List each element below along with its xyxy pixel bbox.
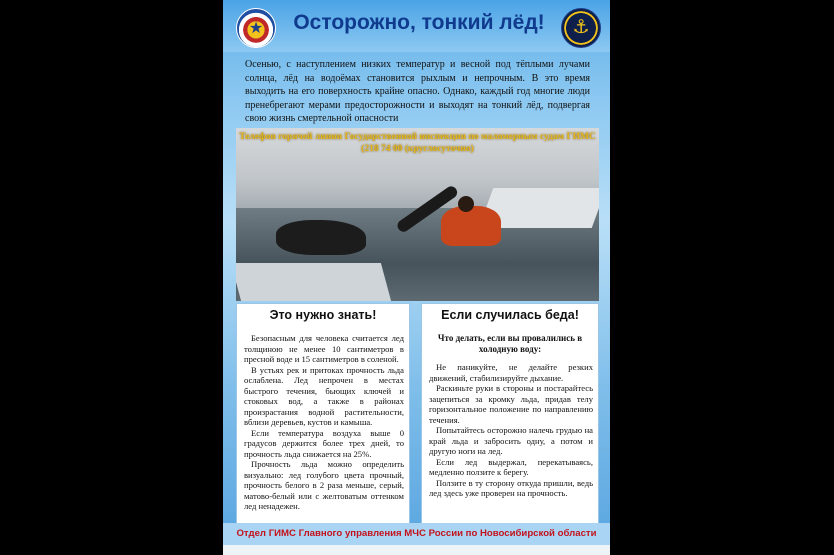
- intro-paragraph: Осенью, с наступлением низких температур и весной под тёплыми лучами солнца, лёд на водоёмах становится рыхлым и непрочным. В это время выходить на его поверхность крайне опасно. Однако, каждый год многие люди пренебрегают мерами предосторожности и выходят на тонкий лёд, подвергая свою жизнь смертельной опасности: [245, 59, 590, 124]
- hotline-caption: Телефон горячей линии Государственной инспекции по маломерным судам ГИМС (218 74 00 (круглосуточно): [239, 132, 596, 154]
- rescue-photo: [236, 128, 599, 301]
- emergency-subtitle: Что делать, если вы провалились в холодную воду:: [437, 333, 583, 354]
- need-to-know-title: Это нужно знать!: [269, 308, 377, 322]
- emblem-star-icon: ★: [248, 18, 264, 37]
- emergency-panel: [421, 303, 599, 525]
- paragraph: Раскиньте руки в стороны и постарайтесь зацепиться за кромку льда, придав телу горизонтальное положение по направлению течения.: [429, 383, 593, 425]
- paragraph: Если лед выдержал, перекатываясь, медленно ползите к берегу.: [429, 456, 593, 477]
- bottom-strip: [223, 545, 610, 555]
- photo-person-head: [458, 196, 474, 212]
- photo-person-in-water: [441, 206, 501, 246]
- paragraph: Попытайтесь осторожно налечь грудью на край льда и забросить одну, а потом и другую ноги на лед.: [429, 425, 593, 456]
- gims-anchor-emblem-icon: [561, 8, 601, 48]
- need-to-know-panel: [236, 303, 410, 525]
- photo-ice-floe: [236, 263, 391, 301]
- paragraph: В устьях рек и притоках прочность льда ослаблена. Лед непрочен в местах быстрого течения, бьющих ключей и стоковых вод, а также в районах произрастания водной растительности, вблизи деревьев, кустов и камыша.: [244, 364, 404, 427]
- poster-footer: [223, 523, 610, 545]
- paragraph: Безопасным для человека считается лед толщиною не менее 10 сантиметров в пресной воде и 15 сантиметров в соленой.: [244, 333, 404, 364]
- need-to-know-body: [244, 333, 404, 512]
- emchs-emblem-icon: [236, 8, 276, 48]
- photo-dark-object: [276, 220, 366, 255]
- paragraph: Если температура воздуха выше 0 градусов держится более трех дней, то прочность льда снижается на 25%.: [244, 427, 404, 459]
- safety-poster: [223, 0, 610, 555]
- footer-text: Отдел ГИМС Главного управления МЧС России по Новосибирской области: [236, 528, 597, 539]
- paragraph: Не паникуйте, не делайте резких движений, стабилизируйте дыхание.: [429, 362, 593, 383]
- poster-title: Осторожно, тонкий лёд!: [293, 11, 545, 34]
- emergency-body: [429, 362, 593, 499]
- emergency-title: Если случилась беда!: [441, 308, 579, 322]
- anchor-icon: ⚓: [572, 16, 590, 38]
- paragraph: Ползите в ту сторону откуда пришли, ведь лед здесь уже проверен на прочность.: [429, 477, 593, 498]
- paragraph: Прочность льда можно определить визуально: лед голубого цвета прочный, прочность белого в 2 раза меньше, серый, матово-белый или с желтоватым оттенком лед ненадежен.: [244, 459, 404, 511]
